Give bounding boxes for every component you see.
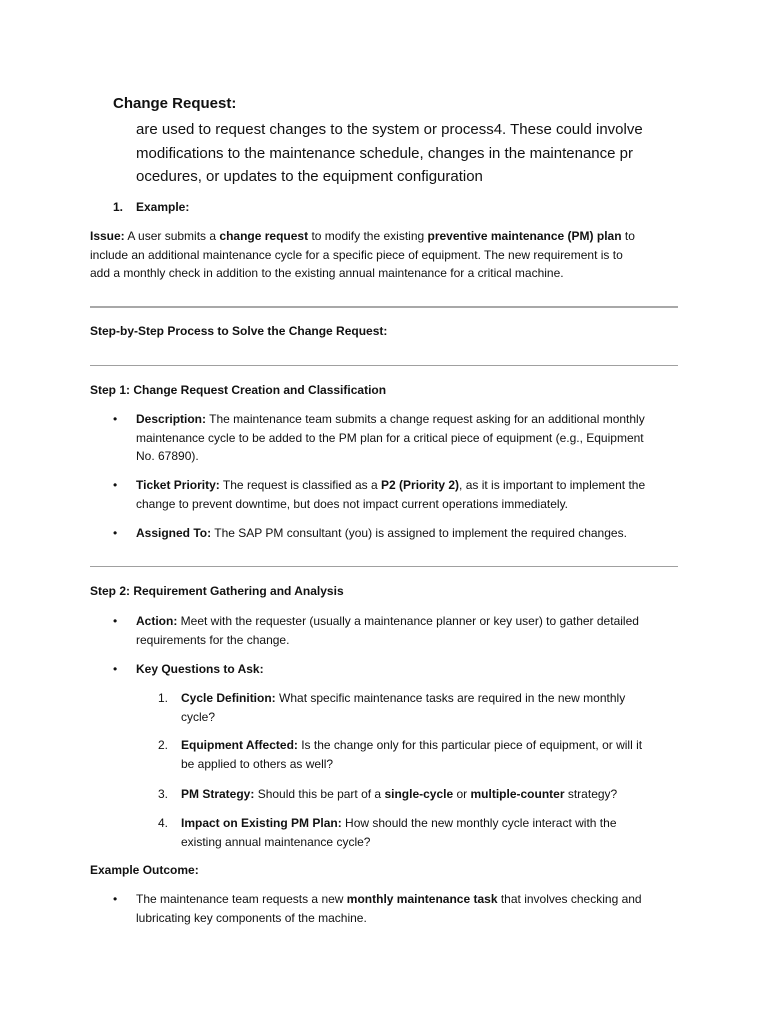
- question-1: [158, 689, 678, 726]
- description-line-1: [136, 410, 683, 429]
- bullet-icon: •: [113, 526, 118, 540]
- question-number: 2.: [158, 738, 169, 752]
- step1-description-item: [113, 410, 683, 466]
- assigned-line: [136, 524, 683, 543]
- issue-line-1: [90, 227, 680, 246]
- assigned-text: The SAP PM consultant (you) is assigned to implement the required changes.: [211, 526, 627, 540]
- outcome-text: that involves checking and: [497, 892, 642, 906]
- priority-label: Ticket Priority:: [136, 478, 220, 492]
- outcome-line-1: [136, 890, 683, 909]
- question-bold-multiple-counter: multiple-counter: [470, 787, 565, 801]
- example-number: 1.: [113, 200, 124, 214]
- outcome-item: [113, 890, 683, 927]
- step2-heading: Step 2: Requirement Gathering and Analysis: [90, 584, 344, 598]
- question-2: [158, 736, 678, 773]
- question-label: PM Strategy:: [181, 787, 255, 801]
- step1-assigned-item: [113, 524, 683, 543]
- question-2-line-1: [181, 736, 678, 755]
- bullet-icon: •: [113, 614, 118, 628]
- priority-text: , as it is important to implement the: [459, 478, 646, 492]
- question-label: Cycle Definition:: [181, 691, 276, 705]
- question-4-line-2: existing annual maintenance cycle?: [181, 834, 371, 849]
- description-label: Description:: [136, 412, 207, 426]
- issue-text: to: [621, 229, 635, 243]
- bullet-icon: •: [113, 478, 118, 492]
- intro-line: are used to request changes to the system or process4. These could involve: [136, 121, 643, 138]
- divider: [90, 365, 678, 366]
- question-text: Should this be part of a: [254, 787, 385, 801]
- intro-line: ocedures, or updates to the equipment configuration: [136, 168, 483, 185]
- issue-label: Issue:: [90, 229, 125, 243]
- issue-text: to modify the existing: [308, 229, 428, 243]
- example-label: Example:: [136, 200, 190, 214]
- priority-line-2: change to prevent downtime, but does not impact current operations immediately.: [136, 496, 569, 511]
- step1-heading: Step 1: Change Request Creation and Classification: [90, 383, 387, 397]
- description-line-3: No. 67890).: [136, 449, 199, 463]
- question-text: strategy?: [564, 787, 618, 801]
- example-outcome-heading: Example Outcome:: [90, 863, 199, 877]
- action-line-2: requirements for the change.: [136, 632, 290, 647]
- question-bold-single-cycle: single-cycle: [384, 787, 454, 801]
- issue-line-2: include an additional maintenance cycle for a specific piece of equipment. The new requirement is to: [90, 247, 623, 262]
- question-label: Impact on Existing PM Plan:: [181, 816, 342, 830]
- issue-paragraph: [90, 227, 680, 283]
- question-number: 1.: [158, 691, 169, 705]
- step2-action-item: [113, 612, 683, 649]
- outcome-bold: monthly maintenance task: [346, 892, 498, 906]
- bullet-icon: •: [113, 412, 118, 426]
- question-text: What specific maintenance tasks are required in the new monthly: [275, 691, 626, 705]
- question-label: Equipment Affected:: [181, 738, 298, 752]
- action-line-1: [136, 612, 683, 631]
- bullet-icon: •: [113, 892, 118, 906]
- assigned-label: Assigned To:: [136, 526, 212, 540]
- issue-bold-change-request: change request: [219, 229, 309, 243]
- question-text: How should the new monthly cycle interact with the: [341, 816, 617, 830]
- priority-line-1: [136, 476, 683, 495]
- step1-priority-item: [113, 476, 683, 513]
- change-request-title: Change Request:: [113, 95, 237, 112]
- outcome-text: The maintenance team requests a new: [136, 892, 347, 906]
- priority-text: The request is classified as a: [219, 478, 382, 492]
- question-1-line-2: cycle?: [181, 709, 216, 724]
- description-text: The maintenance team submits a change request asking for an additional monthly: [206, 412, 645, 426]
- key-questions-label: Key Questions to Ask:: [136, 662, 264, 676]
- issue-bold-pm-plan: preventive maintenance (PM) plan: [427, 229, 622, 243]
- action-label: Action:: [136, 614, 178, 628]
- outcome-line-2: lubricating key components of the machine.: [136, 910, 367, 925]
- issue-line-3: add a monthly check in addition to the existing annual maintenance for a critical machine.: [90, 266, 564, 280]
- question-text: or: [453, 787, 471, 801]
- question-text: Is the change only for this particular piece of equipment, or will it: [297, 738, 643, 752]
- intro-paragraph: [136, 118, 696, 189]
- question-4-line-1: [181, 814, 678, 833]
- intro-line: modifications to the maintenance schedule, changes in the maintenance pr: [136, 144, 633, 162]
- question-3-line-1: [181, 785, 678, 804]
- step2-key-questions-item: [113, 660, 683, 679]
- priority-value: P2 (Priority 2): [381, 478, 460, 492]
- action-text: Meet with the requester (usually a maintenance planner or key user) to gather detailed: [177, 614, 639, 628]
- question-3: [158, 785, 678, 804]
- process-heading: Step-by-Step Process to Solve the Change Request:: [90, 324, 388, 338]
- bullet-icon: •: [113, 662, 118, 676]
- divider: [90, 306, 678, 308]
- issue-text: A user submits a: [124, 229, 220, 243]
- question-4: [158, 814, 678, 851]
- question-1-line-1: [181, 689, 678, 708]
- description-line-2: maintenance cycle to be added to the PM plan for a critical piece of equipment (e.g., Equipment: [136, 430, 644, 445]
- divider: [90, 566, 678, 567]
- example-heading: [113, 200, 189, 214]
- question-2-line-2: be applied to others as well?: [181, 756, 334, 771]
- question-number: 4.: [158, 816, 169, 830]
- question-number: 3.: [158, 787, 169, 801]
